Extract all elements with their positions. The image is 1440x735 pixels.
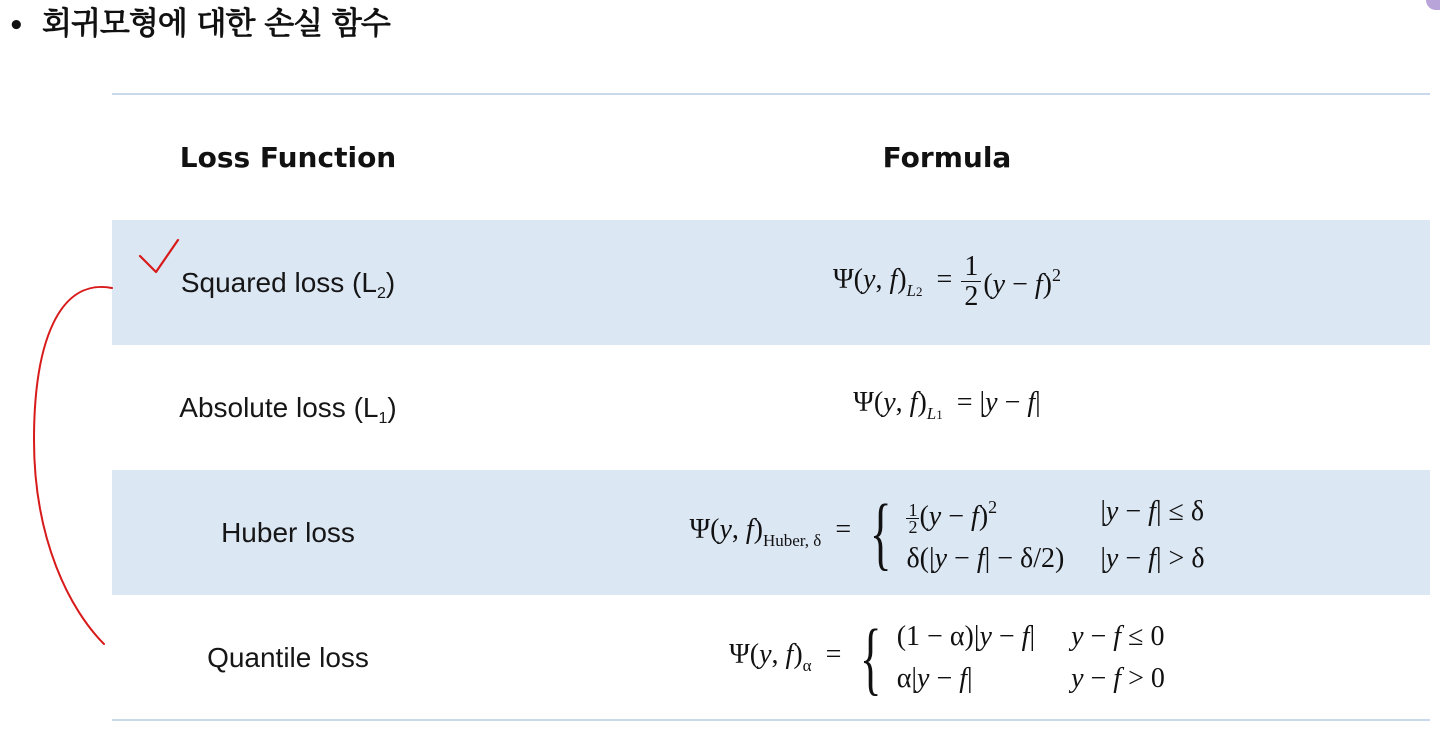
header-formula: Formula bbox=[882, 141, 1012, 174]
table-row-squared-loss bbox=[112, 220, 1430, 345]
table-bottom-rule bbox=[112, 719, 1430, 721]
formula-squared-loss: Ψ(y, $f)_{L2}$ = $\frac{1}{2}$ $(y - f)^2$ bbox=[833, 251, 1061, 312]
formula-absolute-loss: Ψ(y, $f)_{L1} = |y - f|$ bbox=[853, 387, 1041, 423]
slide-title-text: 회귀모형에 대한 손실 함수 bbox=[42, 6, 390, 42]
table-row-quantile-loss bbox=[112, 595, 1430, 720]
loss-name-quantile: Quantile loss bbox=[207, 642, 369, 673]
corner-decoration bbox=[1426, 0, 1440, 10]
formula-huber-loss: Ψ(y, $f)_{Huber, \delta}$ = { $\frac{1}{2}$ $(y - f)^2$ |y − f| ≤ δ δ(|y − f| − δ/2) |y − f| > δ bbox=[689, 486, 1205, 578]
slide-title bbox=[8, 2, 390, 46]
table-header-row bbox=[112, 95, 1430, 220]
table-row-huber-loss bbox=[112, 470, 1430, 595]
header-loss-function: Loss Function bbox=[179, 141, 397, 174]
loss-name-squared: Squared loss $(L_2)$ bbox=[180, 267, 396, 302]
formula-quantile-loss: Ψ(y, $f)_\alpha$ = { (1 − α)|y − f| y − f ≤ 0 α|y − f| y − f > 0 bbox=[729, 611, 1165, 703]
table-row-absolute-loss bbox=[112, 345, 1430, 470]
loss-name-huber: Huber loss bbox=[221, 517, 355, 548]
bracket-arc bbox=[34, 287, 112, 644]
loss-name-absolute: Absolute loss $(L_1)$ bbox=[179, 392, 397, 427]
bullet: • bbox=[8, 11, 24, 41]
